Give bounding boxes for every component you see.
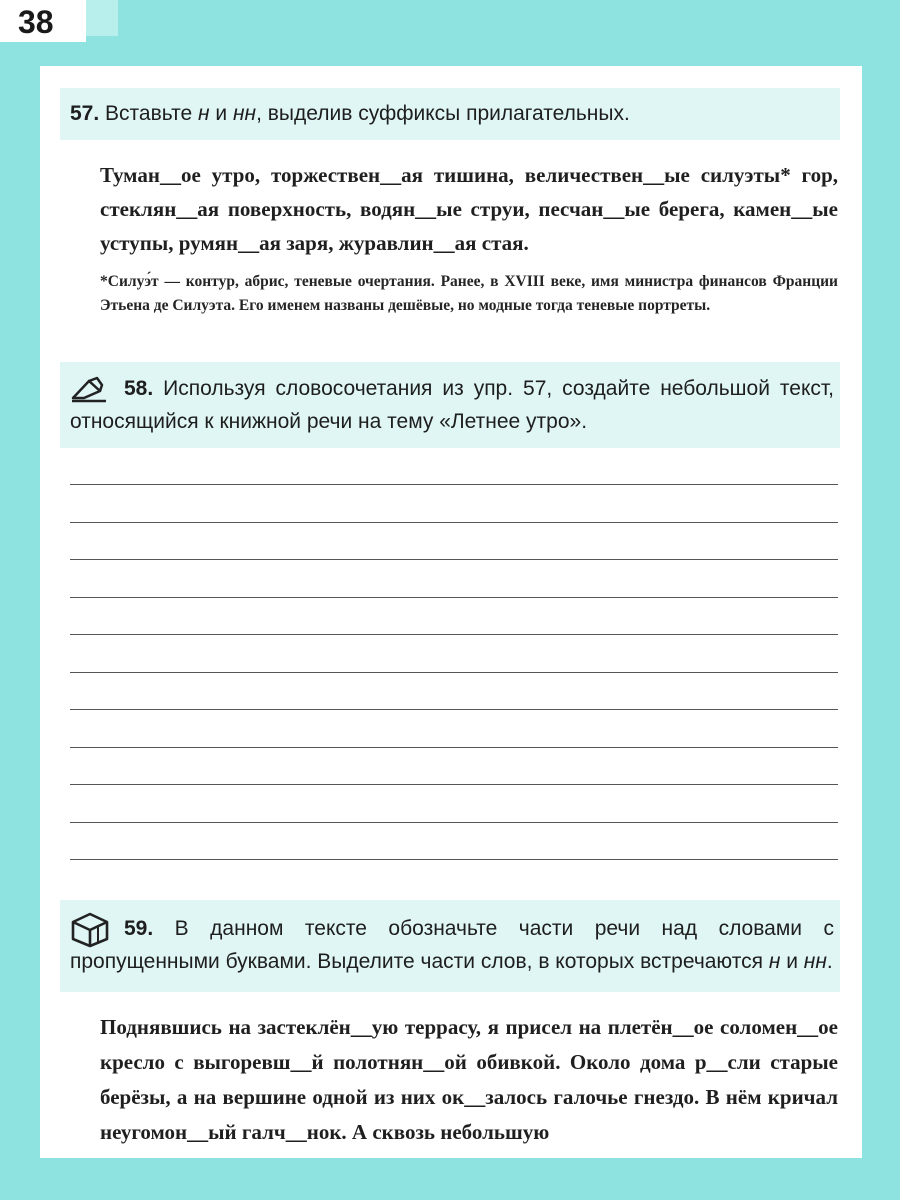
- writing-line[interactable]: [70, 522, 838, 523]
- writing-line[interactable]: [70, 784, 838, 785]
- task-57-nn: нн: [232, 102, 257, 125]
- task-57-text: [100, 158, 838, 260]
- task-59-and: и: [780, 950, 804, 973]
- task-58-header: [60, 362, 840, 448]
- task-59-n: н: [768, 950, 781, 973]
- writing-line[interactable]: [70, 859, 838, 860]
- writing-line[interactable]: [70, 484, 838, 485]
- task-57-paragraph: Туман__ое утро, торжествен__ая тишина, величествен__ые силуэты* гор, стеклян__ая поверхность, водян__ые струи, песчан__ые берега, камен__ые уступы, румян__ая заря, журавлин__ая стая.: [100, 163, 838, 255]
- task-59-end: .: [826, 950, 833, 973]
- task-59-instruction-a: В данном тексте обозначьте части речи над словами с пропущенными буквами. Выделите части слов, в которых встречаются: [70, 917, 834, 973]
- writing-line[interactable]: [70, 559, 838, 560]
- task-57-header: [60, 88, 840, 140]
- pencil-icon: [70, 376, 110, 414]
- task-58-instruction: Используя словосочетания из упр. 57, создайте небольшой текст, относящийся к книжной речи на тему «Летнее утро».: [70, 377, 834, 433]
- writing-line[interactable]: [70, 709, 838, 710]
- task-59-nn: нн: [803, 950, 827, 973]
- task-57-number: 57.: [70, 102, 100, 125]
- task-57-and: и: [209, 102, 233, 125]
- task-57-instruction-a: Вставьте: [99, 102, 198, 125]
- task-59-number: 59.: [124, 917, 154, 940]
- cube-icon: [70, 912, 110, 958]
- task-57-n: н: [197, 102, 210, 125]
- footnote-term: *Силуэ́т: [100, 273, 159, 290]
- task-57-instruction-b: , выделив суффиксы прилагательных.: [256, 102, 630, 125]
- writing-line[interactable]: [70, 747, 838, 748]
- page-number: 38: [0, 0, 86, 42]
- page-panel: [40, 66, 862, 1158]
- writing-lines: [70, 484, 838, 897]
- task-59-header: [60, 900, 840, 992]
- writing-line[interactable]: [70, 597, 838, 598]
- page-tab-decoration: [86, 0, 118, 36]
- writing-line[interactable]: [70, 822, 838, 823]
- footnote: [100, 270, 838, 318]
- task-58-number: 58.: [124, 377, 154, 400]
- writing-line[interactable]: [70, 672, 838, 673]
- writing-line[interactable]: [70, 634, 838, 635]
- task-59-paragraph: Поднявшись на застеклён__ую террасу, я присел на плетён__ое соломен__ое кресло с выгоревш__й полотнян__ой обивкой. Около дома р__сли старые берёзы, а на вершине одной из них ок__залось галочье гнездо. В нём кричал неугомон__ый галч__нок. А сквозь небольшую: [100, 1015, 838, 1144]
- task-59-text: [100, 1010, 838, 1150]
- footnote-text: — контур, абрис, теневые очертания. Ранее, в XVIII веке, имя министра финансов Франции Этьена де Силуэта. Его именем названы дешёвые, но модные тогда теневые портреты.: [100, 273, 838, 314]
